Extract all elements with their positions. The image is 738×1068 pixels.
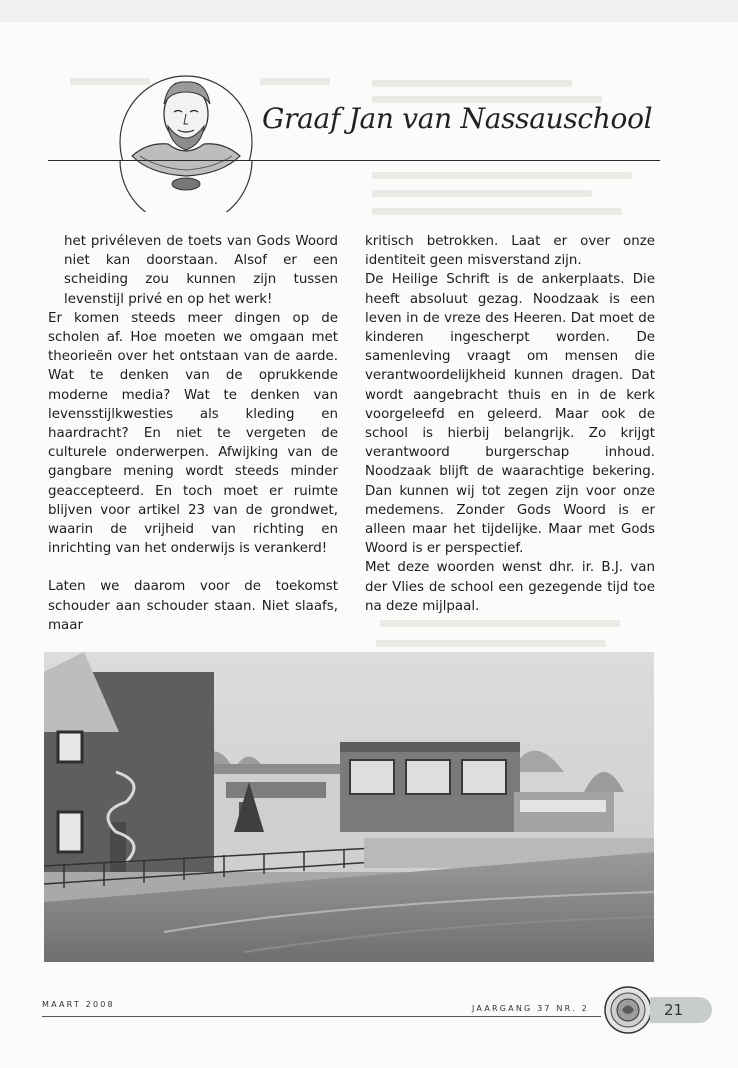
paragraph: Laten we daarom voor de toekomst schouder aan schouder staan. Niet slaafs, maar bbox=[48, 579, 338, 633]
paragraph: De Heilige Schrift is de ankerplaats. Die heeft absoluut gezag. Noodzaak is een leven in de vreze des Heeren. Dat moet de kinderen ingescherpt worden. De samenleving vraagt om mensen die verantwoordelijkheid kunnen dragen. Dat wordt aangebracht thuis en in de kerk voorgeleefd en geleerd. Maar ook de school is hierbij belangrijk. Zo krijgt verantwoord burgerschap inhoud. Noodzaak blijft de waarachtige bekering. Dan kunnen wij tot zegen zijn voor onze medemens. Zonder Gods Woord is er alleen maar het tijdelijke. Maar met Gods Woord is er perspectief. bbox=[365, 272, 655, 557]
page-number: 21 bbox=[650, 997, 712, 1023]
paragraph-continuation: het privéleven de toets van Gods Woord niet kan doorstaan. Alsof er een scheiding zou kunnen zijn tussen levenstijl privé en op het werk! bbox=[64, 234, 338, 307]
school-photo bbox=[44, 652, 654, 962]
volume-number: JAARGANG 37 NR. 2 bbox=[472, 1004, 589, 1013]
paragraph: Er komen steeds meer dingen op de scholen af. Hoe moeten we omgaan met theorieën over het ontstaan van de aarde. Wat te denken van de oprukkende moderne media? Wat te denken van levensstijlkwesties als kleding en haardracht? En niet te vergeten de culturele onderwerpen. Afwijking van de gangbare mening wordt steeds minder geaccepteerd. En toch moet er ruimte blijven voor artikel 23 van de grondwet, waarin de vrijheid van richting en inrichting van het onderwijs is verankerd! bbox=[48, 310, 338, 557]
right-text-column bbox=[365, 232, 655, 616]
page-top-edge bbox=[0, 0, 738, 22]
footer-rule bbox=[42, 1016, 601, 1017]
masthead-rule bbox=[48, 160, 660, 161]
left-text-column bbox=[48, 232, 338, 635]
issue-date: MAART 2008 bbox=[42, 1000, 115, 1009]
paragraph: kritisch betrokken. Laat er over onze identiteit geen misverstand zijn. bbox=[365, 234, 655, 269]
portrait-illustration bbox=[118, 72, 254, 212]
paragraph: Met deze woorden wenst dhr. ir. B.J. van der Vlies de school een gezegende tijd toe na deze mijlpaal. bbox=[365, 560, 655, 614]
masthead-title: Graaf Jan van Nassauschool bbox=[262, 102, 653, 135]
school-seal-icon bbox=[603, 985, 653, 1035]
